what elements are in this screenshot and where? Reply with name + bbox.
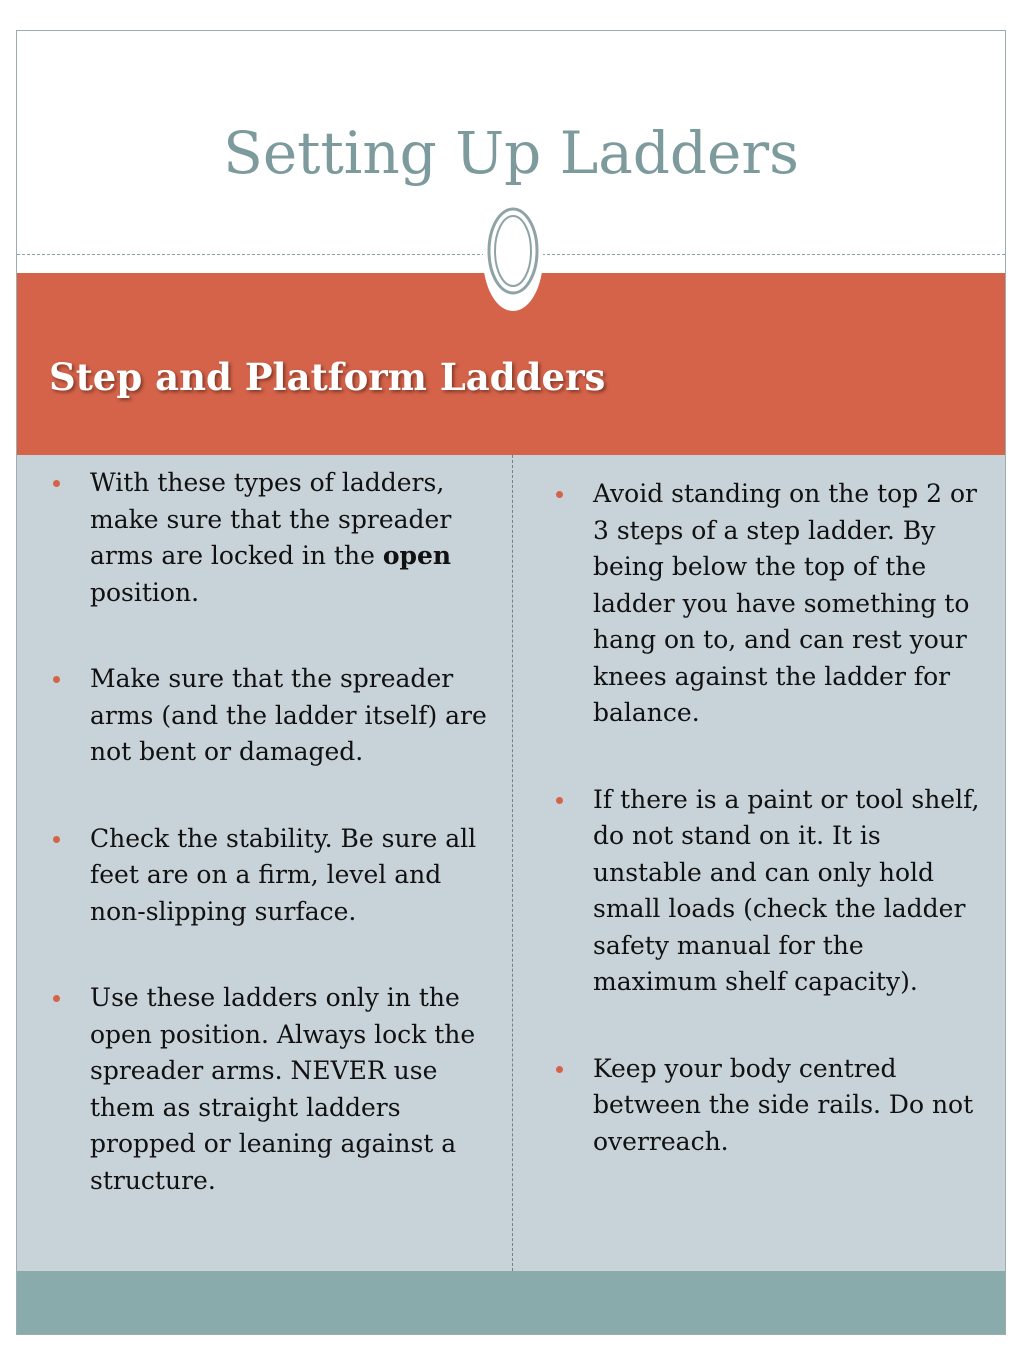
bullet-icon xyxy=(556,1066,563,1073)
list-item xyxy=(90,661,490,771)
left-bullet-list xyxy=(90,465,490,1249)
right-bullet-list xyxy=(593,476,993,1210)
list-item xyxy=(593,782,993,1001)
list-item-text: Make sure that the spreader arms (and the ladder itself) are not bent or damaged. xyxy=(90,664,487,766)
oval-ornament-icon xyxy=(481,203,545,313)
bullet-icon xyxy=(556,491,563,498)
bullet-icon xyxy=(53,676,60,683)
list-item xyxy=(90,980,490,1199)
bullet-icon xyxy=(53,836,60,843)
list-item-text: With these types of ladders, make sure that the spreader arms are locked in the xyxy=(90,468,452,570)
bullet-icon xyxy=(53,480,60,487)
list-item xyxy=(90,821,490,931)
list-item xyxy=(90,465,490,611)
column-divider xyxy=(512,455,513,1271)
list-item xyxy=(593,1051,993,1161)
list-item xyxy=(593,476,993,732)
list-item-text: Use these ladders only in the open position. Always lock the spreader arms. NEVER use them as straight ladders propped or leaning against a structure. xyxy=(90,983,476,1195)
content-area xyxy=(17,455,1005,1271)
list-item-text: Keep your body centred between the side rails. Do not overreach. xyxy=(593,1053,974,1156)
bullet-icon xyxy=(556,797,563,804)
emphasis-text: open xyxy=(382,541,452,570)
section-subtitle: Step and Platform Ladders xyxy=(49,355,606,399)
list-item-text-end: position. xyxy=(90,577,200,607)
list-item-text: Avoid standing on the top 2 or 3 steps of a step ladder. By being below the top of the ladder you have something to hang on to, and can rest your knees against the ladder for balance. xyxy=(593,479,977,727)
list-item-text: If there is a paint or tool shelf, do not stand on it. It is unstable and can only hold small loads (check the ladder safety manual for the maximum shelf capacity). xyxy=(593,784,980,996)
slide-title: Setting Up Ladders xyxy=(223,119,799,187)
list-item-text: Check the stability. Be sure all feet are on a firm, level and non-slipping surface. xyxy=(90,823,477,926)
bullet-icon xyxy=(53,995,60,1002)
slide xyxy=(16,30,1006,1335)
footer-band xyxy=(17,1271,1005,1334)
